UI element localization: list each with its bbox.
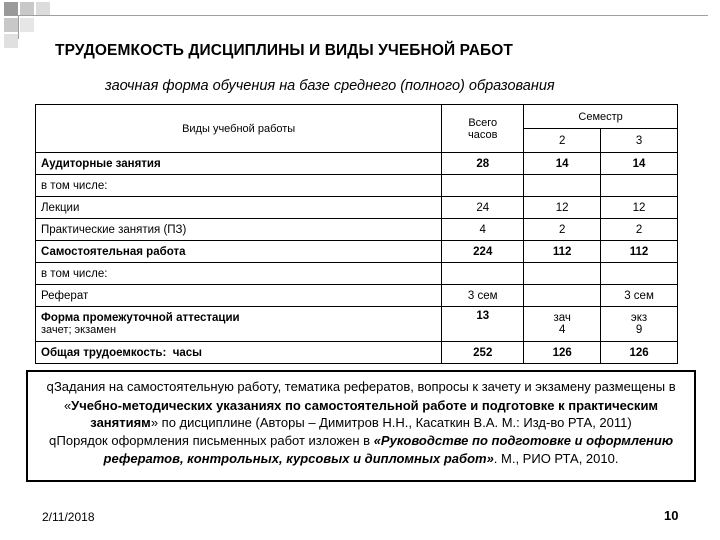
row-total: 4 <box>442 219 524 241</box>
row-sem2: 12 <box>524 197 601 219</box>
row-sem3: 12 <box>601 197 678 219</box>
table-row <box>36 219 678 241</box>
row-label-cell <box>36 342 442 364</box>
row-sem3-top: экз <box>630 312 648 324</box>
row-label: Самостоятельная работа <box>36 241 442 263</box>
note-text: Задания на самостоятельную работу, тематика рефератов, вопросы к зачету и экзамену размещены в « <box>53 379 676 413</box>
table-row <box>36 153 678 175</box>
header-total: Всего часов <box>442 105 524 153</box>
table-header-row <box>36 105 678 129</box>
header-semester-2: 2 <box>524 129 601 153</box>
row-sem3-bottom: 9 <box>635 324 643 336</box>
row-sem2: 112 <box>524 241 601 263</box>
page-subtitle: заочная форма обучения на базе среднего (полного) образования <box>105 78 555 94</box>
note-text: . М., РИО РТА, 2010. <box>493 451 619 466</box>
table-row <box>36 241 678 263</box>
row-total: 224 <box>442 241 524 263</box>
table-row <box>36 175 678 197</box>
header-kind: Виды учебной работы <box>36 105 442 153</box>
row-sem3: 3 сем <box>601 285 678 307</box>
row-sem3: 2 <box>601 219 678 241</box>
workload-table <box>35 104 678 364</box>
row-label-cell <box>36 307 442 342</box>
table-row <box>36 342 678 364</box>
row-label: в том числе: <box>36 175 442 197</box>
row-sem2: 2 <box>524 219 601 241</box>
row-total: 13 <box>442 307 524 342</box>
page-number: 10 <box>664 508 679 523</box>
row-total: 28 <box>442 153 524 175</box>
table-row <box>36 197 678 219</box>
row-total: 3 сем <box>442 285 524 307</box>
row-label: в том числе: <box>36 263 442 285</box>
bullet-icon: q <box>48 433 57 448</box>
note-paragraph-1 <box>36 378 686 432</box>
header-semester-3: 3 <box>601 129 678 153</box>
row-sem3 <box>601 307 678 342</box>
row-sublabel: зачет; экзамен <box>41 323 117 336</box>
row-total: 252 <box>442 342 524 364</box>
note-text: » по дисциплине (Авторы – Димитров Н.Н., Касаткин В.А. М.: Изд-во РТА, 2011) <box>150 415 632 430</box>
row-total: 24 <box>442 197 524 219</box>
row-unit: часы <box>172 346 202 359</box>
row-label: Форма промежуточной аттестации <box>41 311 240 324</box>
note-emphasis: Учебно-методических указаниях по самостоятельной работе и подготовке к практическим занятиям <box>71 397 659 430</box>
notes-box <box>26 370 696 482</box>
row-label: Реферат <box>36 285 442 307</box>
table-row <box>36 263 678 285</box>
page-title: ТРУДОЕМКОСТЬ ДИСЦИПЛИНЫ И ВИДЫ УЧЕБНОЙ РАБОТ <box>55 42 513 59</box>
table-row <box>36 307 678 342</box>
note-paragraph-2 <box>36 432 686 468</box>
note-emphasis: «Руководстве по подготовке и оформлению рефератов, контрольных, курсовых и дипломных работ» <box>103 432 674 466</box>
header-semester: Семестр <box>524 105 678 129</box>
bullet-icon: q <box>46 380 54 394</box>
row-sem3: 112 <box>601 241 678 263</box>
slide-date: 2/11/2018 <box>42 510 95 524</box>
row-sem2-top: зач <box>553 312 571 324</box>
row-sem2-bottom: 4 <box>558 324 566 336</box>
row-label: Аудиторные занятия <box>36 153 442 175</box>
row-sem3: 14 <box>601 153 678 175</box>
row-sem2 <box>524 307 601 342</box>
row-label: Общая трудоемкость: <box>41 346 167 359</box>
table-row <box>36 285 678 307</box>
row-label: Практические занятия (ПЗ) <box>36 219 442 241</box>
row-sem2: 126 <box>524 342 601 364</box>
note-text: Порядок оформления письменных работ изложен в <box>56 432 374 448</box>
row-label: Лекции <box>36 197 442 219</box>
row-sem2: 14 <box>524 153 601 175</box>
row-sem3: 126 <box>601 342 678 364</box>
